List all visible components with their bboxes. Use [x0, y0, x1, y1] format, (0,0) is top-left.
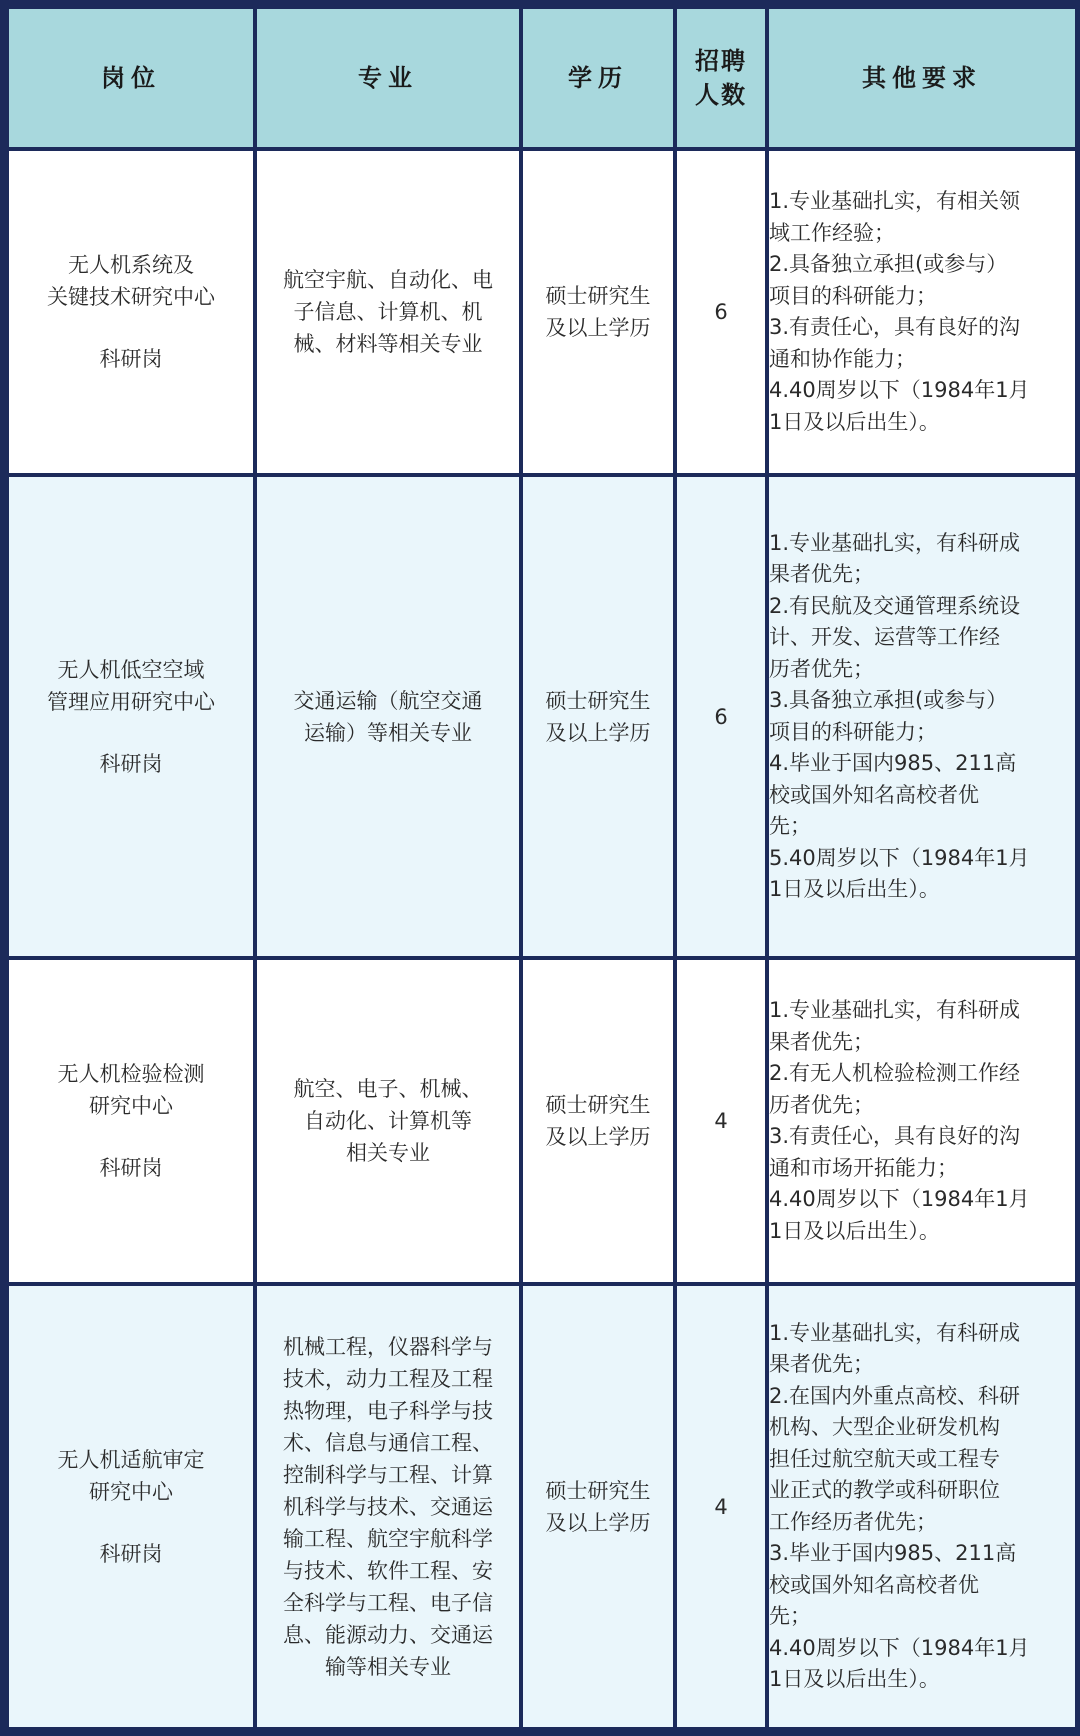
post-name: 无人机系统及 关键技术研究中心: [47, 253, 215, 309]
requirement-item: 2.有民航及交通管理系统设 计、开发、运营等工作经 历者优先；: [769, 593, 1021, 681]
requirement-item: 1.专业基础扎实，有科研成 果者优先；: [769, 1320, 1021, 1376]
education-text: 硕士研究生 及以上学历: [545, 1478, 651, 1535]
requirement-item: 4.40周岁以下（1984年1月 1日及以后出生）。: [769, 1187, 1030, 1243]
count-cell: 4: [675, 958, 767, 1284]
requirement-item: 5.40周岁以下（1984年1月 1日及以后出生）。: [769, 845, 1030, 901]
requirement-item: 3.毕业于国内985、211高 校或国外知名高校者优 先；: [769, 1541, 1017, 1628]
header-post: 岗位: [7, 7, 255, 149]
major-text: 航空、电子、机械、 自动化、计算机等 相关专业: [293, 1077, 483, 1165]
requirement-item: 2.具备独立承担(或参与） 项目的科研能力；: [769, 252, 1008, 308]
requirement-item: 3.具备独立承担(或参与） 项目的科研能力；: [769, 688, 1008, 744]
header-other-requirements: 其他要求: [767, 7, 1077, 149]
post-name: 无人机低空空域 管理应用研究中心: [47, 657, 215, 714]
table-row: [7, 958, 1077, 1284]
header-education: 学历: [521, 7, 675, 149]
education-text: 硕士研究生 及以上学历: [545, 284, 651, 340]
education-text: 硕士研究生 及以上学历: [545, 1093, 651, 1149]
header-row: [7, 7, 1077, 149]
requirements-cell: [767, 1284, 1077, 1729]
post-type: 科研岗: [99, 1541, 163, 1566]
post-cell: [7, 1284, 255, 1729]
education-cell: [521, 475, 675, 958]
requirements-cell: [767, 475, 1077, 958]
recruitment-table: [5, 5, 1079, 1731]
post-cell: [7, 475, 255, 958]
education-cell: [521, 149, 675, 475]
major-text: 航空宇航、自动化、电 子信息、计算机、机 械、材料等相关专业: [283, 268, 493, 356]
education-cell: [521, 958, 675, 1284]
requirement-item: 2.有无人机检验检测工作经 历者优先；: [769, 1061, 1021, 1117]
requirement-item: 1.专业基础扎实，有科研成 果者优先；: [769, 530, 1021, 586]
requirement-item: 1.专业基础扎实，有科研成 果者优先；: [769, 998, 1021, 1054]
education-cell: [521, 1284, 675, 1729]
header-major: 专业: [255, 7, 521, 149]
requirement-item: 1.专业基础扎实，有相关领 域工作经验；: [769, 189, 1021, 245]
post-type: 科研岗: [99, 751, 163, 776]
post-name: 无人机检验检测 研究中心: [57, 1062, 205, 1118]
requirements-cell: [767, 149, 1077, 475]
major-text: 机械工程，仪器科学与 技术，动力工程及工程 热物理，电子科学与技 术、信息与通信工程、 控制科学与工程、计算 机科学与技术、交通运 输工程、航空宇航科学 与技术、软件工程、安 全科学与工程、电子信 息、能源动力、交通运 输等相关专业: [283, 1334, 493, 1679]
count-cell: 6: [675, 149, 767, 475]
table-row: [7, 1284, 1077, 1729]
post-type: 科研岗: [99, 1156, 163, 1180]
count-cell: 6: [675, 475, 767, 958]
post-type: 科研岗: [99, 347, 163, 371]
table-row: [7, 149, 1077, 475]
post-name: 无人机适航审定 研究中心: [57, 1447, 205, 1504]
count-cell: 4: [675, 1284, 767, 1729]
major-cell: [255, 1284, 521, 1729]
requirements-cell: [767, 958, 1077, 1284]
major-text: 交通运输（航空交通 运输）等相关专业: [293, 688, 483, 745]
major-cell: [255, 149, 521, 475]
post-cell: [7, 958, 255, 1284]
requirement-item: 2.在国内外重点高校、科研 机构、大型企业研发机构 担任过航空航天或工程专 业正式的教学或科研职位 工作经历者优先；: [769, 1383, 1021, 1534]
major-cell: [255, 475, 521, 958]
requirement-item: 4.40周岁以下（1984年1月 1日及以后出生）。: [769, 1635, 1030, 1691]
major-cell: [255, 958, 521, 1284]
requirement-item: 4.毕业于国内985、211高 校或国外知名高校者优 先；: [769, 751, 1017, 838]
requirement-item: 4.40周岁以下（1984年1月 1日及以后出生）。: [769, 378, 1030, 434]
requirement-item: 3.有责任心，具有良好的沟 通和市场开拓能力；: [769, 1124, 1021, 1180]
requirement-item: 3.有责任心，具有良好的沟 通和协作能力；: [769, 315, 1021, 371]
header-count: 招聘 人数: [675, 7, 767, 149]
table-row: [7, 475, 1077, 958]
education-text: 硕士研究生 及以上学历: [545, 688, 651, 745]
post-cell: [7, 149, 255, 475]
